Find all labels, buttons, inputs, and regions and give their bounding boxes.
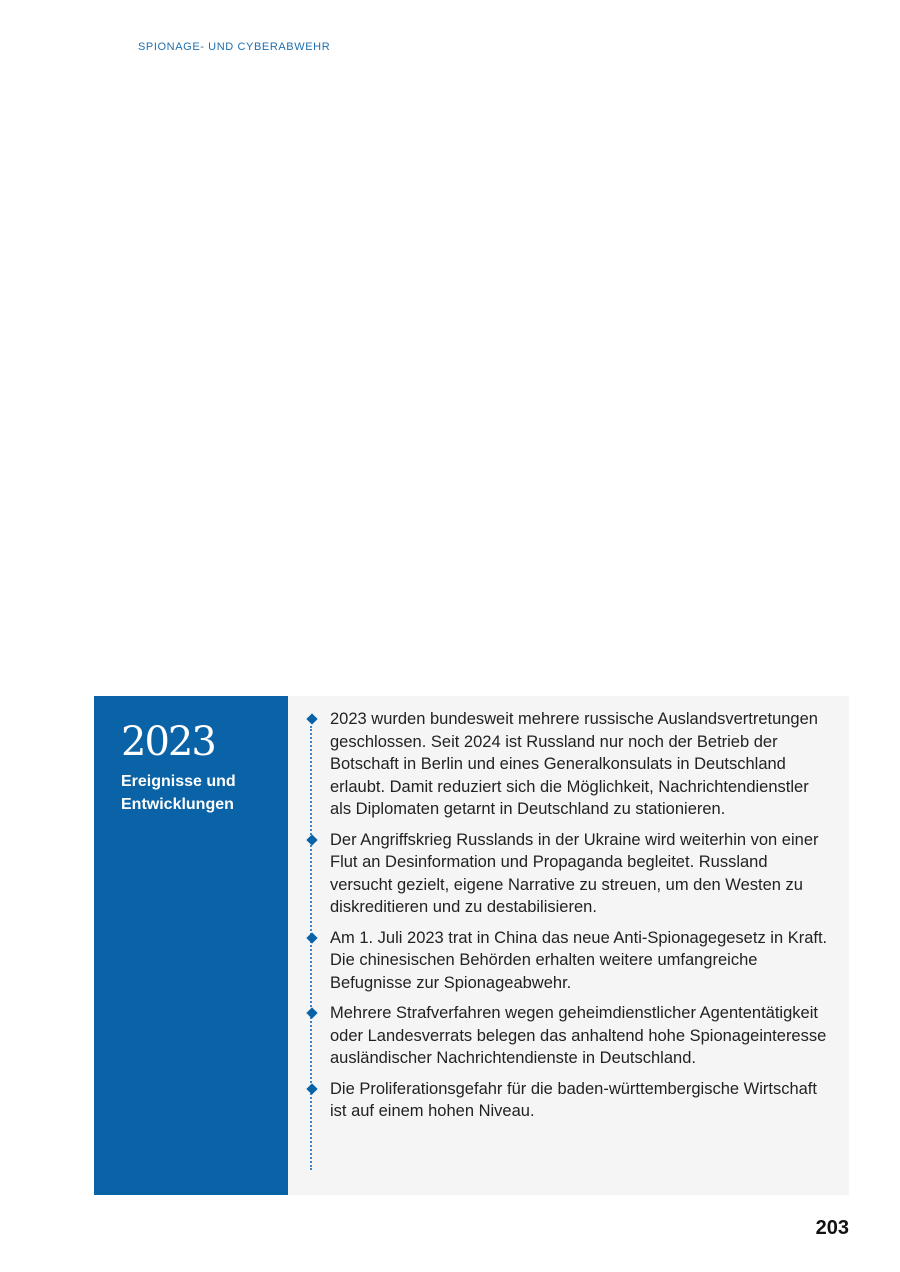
events-box	[94, 696, 849, 1195]
event-item	[330, 829, 831, 919]
events-box-sidebar	[94, 696, 288, 1195]
box-subtitle-line-2: Entwicklungen	[121, 796, 234, 813]
event-item-text: Am 1. Juli 2023 trat in China das neue Anti-Spionagegesetz in Kraft. Die chinesischen Behörden erhalten weitere umfangreiche Befugnisse zur Spionageabwehr.	[330, 928, 828, 992]
diamond-bullet-icon	[306, 932, 317, 943]
event-item-text: Der Angriffskrieg Russlands in der Ukraine wird weiterhin von einer Flut an Desinformation und Propaganda begleitet. Russland versucht gezielt, eigene Narrative zu streuen, um den Westen zu diskreditieren und zu destabilisieren.	[330, 830, 819, 916]
diamond-bullet-icon	[306, 1007, 317, 1018]
box-subtitle	[121, 770, 288, 816]
event-item-text: Die Proliferationsgefahr für die baden-württembergische Wirtschaft ist auf einem hohen Niveau.	[330, 1079, 817, 1120]
event-item	[330, 1002, 831, 1070]
box-year: 2023	[121, 719, 215, 765]
running-head: SPIONAGE- UND CYBERABWEHR	[138, 41, 331, 53]
event-item	[330, 708, 831, 821]
events-box-content	[288, 696, 849, 1195]
event-item-text: Mehrere Strafverfahren wegen geheimdienstlicher Agententätigkeit oder Landesverrats belegen das anhaltend hohe Spionageinteresse ausländischer Nachrichtendienste in Deutschland.	[330, 1004, 827, 1067]
timeline-dotted-line	[310, 726, 312, 1170]
page-number: 203	[815, 1217, 849, 1239]
event-item-text: 2023 wurden bundesweit mehrere russische Auslandsvertretungen geschlossen. Seit 2024 ist Russland nur noch der Betrieb der Botschaft in Berlin und eines Generalkonsulats in Deutschland erlaubt. Damit reduziert sich die Möglichkeit, Nachrichtendienstler als Diplomaten getarnt in Deutschland zu stationieren.	[330, 710, 818, 818]
event-list	[330, 708, 831, 1123]
event-item	[330, 1078, 831, 1123]
box-subtitle-line-1: Ereignisse und	[121, 773, 236, 790]
diamond-bullet-icon	[306, 1083, 317, 1094]
diamond-bullet-icon	[306, 834, 317, 845]
event-item	[330, 927, 831, 995]
diamond-bullet-icon	[306, 713, 317, 724]
